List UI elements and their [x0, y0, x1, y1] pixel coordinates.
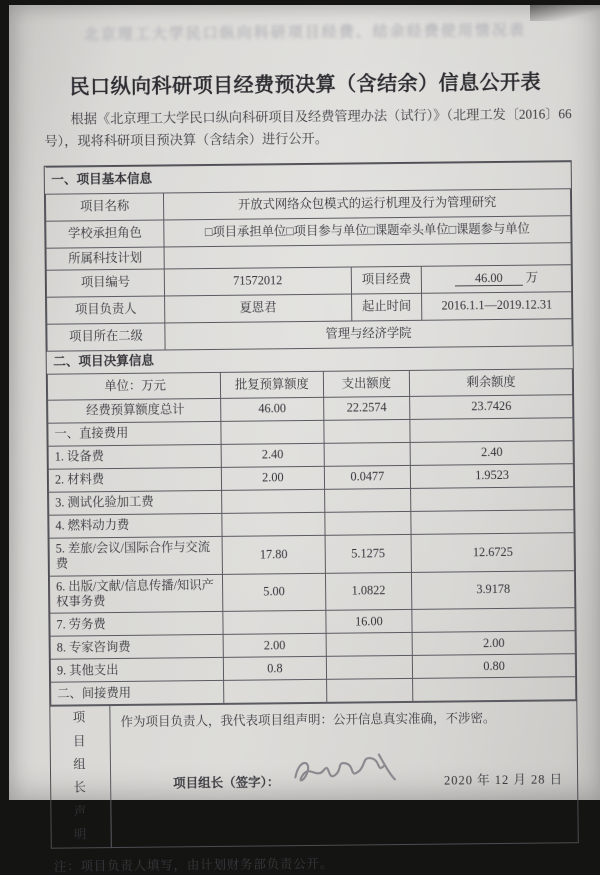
cell-approved	[221, 420, 324, 444]
col-remaining: 剩余额度	[410, 369, 573, 397]
signature-handwriting	[284, 744, 399, 799]
project-name-value: 开放式网络众包模式的运行机理及行为管理研究	[164, 188, 571, 219]
cell-remaining: 12.6725	[411, 533, 574, 572]
cell-spent	[324, 511, 411, 535]
cell-approved: 17.80	[222, 535, 325, 574]
cell-spent	[326, 679, 413, 703]
budget-row	[49, 570, 574, 613]
cell-approved	[222, 489, 325, 513]
program-label: 所属科技计划	[46, 247, 164, 271]
cell-spent	[324, 488, 411, 512]
funding-amount: 46.00	[455, 271, 523, 287]
col-unit: 单位：万元	[47, 372, 221, 400]
signature-scribble-icon	[284, 744, 399, 795]
cell-approved	[222, 512, 325, 536]
funding-unit: 万	[525, 270, 539, 285]
cell-approved: 46.00	[221, 397, 324, 421]
document-title: 民口纵向科研项目经费预决算（含结余）信息公开表	[69, 71, 542, 99]
cell-approved: 5.00	[223, 573, 326, 612]
col-spent: 支出额度	[323, 370, 410, 397]
bleed-through-text: 北京理工大学民口纵向科研项目经费、结余经费使用情况表	[83, 22, 526, 44]
declaration-statement: 作为项目负责人，我代表项目组声明：公开信息真实准确，不涉密。	[120, 711, 496, 730]
duration-value: 2016.1.1—2019.12.31	[422, 292, 572, 321]
row-label: 1. 设备费	[48, 444, 221, 469]
cell-approved: 2.00	[223, 634, 326, 658]
cell-spent: 1.0822	[325, 572, 412, 611]
project-name-label: 项目名称	[45, 193, 163, 221]
cell-remaining: 1.9523	[411, 464, 574, 489]
cell-spent: 22.2574	[323, 396, 410, 420]
cell-spent: 0.0477	[324, 465, 411, 489]
row-label: 5. 差旅/会议/国际合作与交流费	[49, 536, 223, 576]
declaration-row	[50, 701, 577, 848]
sign-label: 项目组长（签字）：	[173, 775, 280, 791]
declaration-content	[110, 702, 577, 847]
cell-approved	[223, 611, 326, 635]
cell-spent	[323, 419, 410, 443]
row-label: 8. 专家咨询费	[50, 635, 223, 660]
row-label: 9. 其他支出	[50, 658, 223, 683]
department-value: 管理与经济学院	[165, 319, 572, 350]
cell-remaining	[412, 608, 575, 633]
cell-remaining: 2.40	[410, 441, 573, 466]
cell-spent: 16.00	[325, 610, 412, 634]
row-label: 6. 出版/文献/信息传播/知识产权事务费	[49, 574, 223, 614]
cell-approved	[224, 680, 327, 704]
cell-approved: 2.40	[221, 443, 324, 467]
cell-spent	[326, 656, 413, 680]
declaration-side-label: 项目组长声明	[72, 710, 89, 842]
intro-paragraph: 根据《北京理工大学民口纵向科研项目及经费管理办法（试行）》（北理工发〔2016〕66 号），现将科研项目预决算（含结余）进行公开。	[44, 106, 572, 149]
cell-remaining: 2.00	[412, 631, 575, 656]
scanned-paper	[9, 5, 600, 874]
cell-spent: 5.1275	[325, 534, 412, 573]
row-label: 经费预算额度总计	[48, 398, 221, 423]
project-no-value: 71572012	[164, 267, 351, 296]
cell-remaining	[411, 487, 574, 512]
footnote: 注：项目负责人填写，由计划财务部负责公开。	[53, 856, 334, 874]
section-title: 一、项目基本信息	[45, 161, 570, 193]
budget-row	[49, 533, 574, 576]
cell-remaining	[413, 677, 576, 702]
leader-value: 夏恩君	[165, 294, 352, 323]
row-label: 二、间接费用	[51, 681, 224, 706]
funding-value	[422, 265, 572, 294]
row-label: 2. 材料费	[48, 467, 221, 492]
cell-remaining	[411, 510, 574, 535]
school-role-checkboxes: □项目承担单位□项目参与单位□课题牵头单位□课题参与单位	[164, 215, 571, 246]
cell-spent	[326, 633, 413, 657]
main-form-table	[44, 160, 579, 848]
row-label: 4. 燃料动力费	[49, 513, 222, 538]
funding-label: 项目经费	[351, 266, 422, 294]
sign-date: 2020 年 12 月 28 日	[443, 772, 564, 788]
row-label: 3. 测试化验加工费	[49, 490, 222, 515]
cell-spent	[324, 442, 411, 466]
cell-remaining: 0.80	[413, 654, 576, 679]
duration-label: 起止时间	[351, 293, 422, 321]
row-label: 一、直接费用	[48, 421, 221, 446]
leader-label: 项目负责人	[47, 296, 165, 324]
cell-approved: 0.8	[224, 657, 327, 681]
cell-remaining	[410, 418, 573, 443]
row-label: 7. 劳务费	[50, 612, 223, 637]
cell-approved: 2.00	[222, 466, 325, 490]
budget-table	[47, 345, 577, 706]
project-no-label: 项目编号	[46, 269, 164, 297]
cell-remaining: 23.7426	[410, 395, 573, 420]
col-approved: 批复预算额度	[221, 371, 324, 398]
declaration-side-label-cell	[50, 706, 111, 847]
document-content	[9, 2, 600, 875]
school-role-label: 学校承担角色	[46, 220, 164, 248]
basic-info-table	[45, 161, 573, 352]
department-label: 项目所在二级	[47, 323, 165, 351]
section-title: 二、项目决算信息	[47, 346, 572, 374]
signature-row	[121, 746, 569, 793]
cell-remaining: 3.9178	[412, 570, 575, 609]
